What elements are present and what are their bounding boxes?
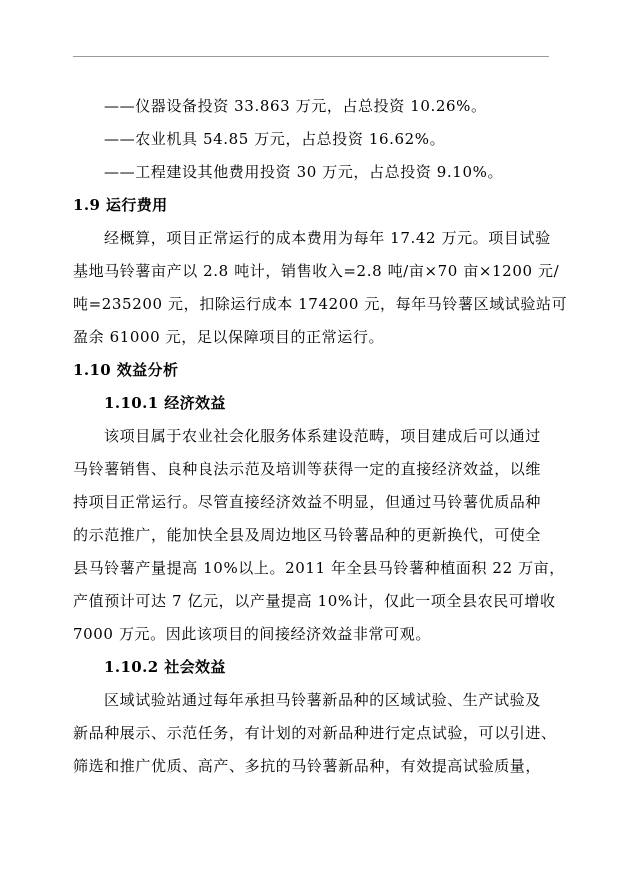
paragraph-line: 吨=235200 元，扣除运行成本 174200 元，每年马铃薯区域试验站可: [73, 295, 568, 313]
paragraph-line: 县马铃薯产量提高 10%以上。2011 年全县马铃薯种植面积 22 万亩，: [73, 559, 565, 577]
subsection-heading-1-10-1: 1.10.1 经济效益: [104, 394, 226, 412]
section-heading-1-9: 1.9 运行费用: [73, 196, 168, 214]
header-rule: [73, 56, 549, 57]
paragraph-line: 马铃薯销售、良种良法示范及培训等获得一定的直接经济效益，以维: [73, 460, 542, 478]
investment-item: ——工程建设其他费用投资 30 万元，占总投资 9.10%。: [104, 163, 504, 181]
paragraph-line: 新品种展示、示范任务，有计划的对新品种进行定点试验，可以引进、: [73, 724, 557, 742]
paragraph-line: 筛选和推广优质、高产、多抗的马铃薯新品种，有效提高试验质量，: [73, 757, 542, 775]
paragraph-line: 经概算，项目正常运行的成本费用为每年 17.42 万元。项目试验: [104, 229, 551, 247]
investment-item: ——仪器设备投资 33.863 万元，占总投资 10.26%。: [104, 97, 487, 115]
investment-item: ——农业机具 54.85 万元，占总投资 16.62%。: [104, 130, 446, 148]
paragraph-line: 基地马铃薯亩产以 2.8 吨计，销售收入=2.8 吨/亩×70 亩×1200 元/: [73, 262, 560, 280]
paragraph-line: 产值预计可达 7 亿元，以产量提高 10%计，仅此一项全县农民可增收: [73, 592, 556, 610]
subsection-heading-1-10-2: 1.10.2 社会效益: [104, 658, 226, 676]
paragraph-line: 该项目属于农业社会化服务体系建设范畴，项目建成后可以通过: [104, 427, 541, 445]
paragraph-line: 的示范推广，能加快全县及周边地区马铃薯品种的更新换代，可使全: [73, 526, 542, 544]
paragraph-line: 区域试验站通过每年承担马铃薯新品种的区域试验、生产试验及: [104, 691, 541, 709]
section-heading-1-10: 1.10 效益分析: [73, 361, 179, 379]
paragraph-line: 持项目正常运行。尽管直接经济效益不明显，但通过马铃薯优质品种: [73, 493, 542, 511]
paragraph-line: 盈余 61000 元，足以保障项目的正常运行。: [73, 328, 385, 346]
paragraph-line: 7000 万元。因此该项目的间接经济效益非常可观。: [73, 625, 431, 643]
